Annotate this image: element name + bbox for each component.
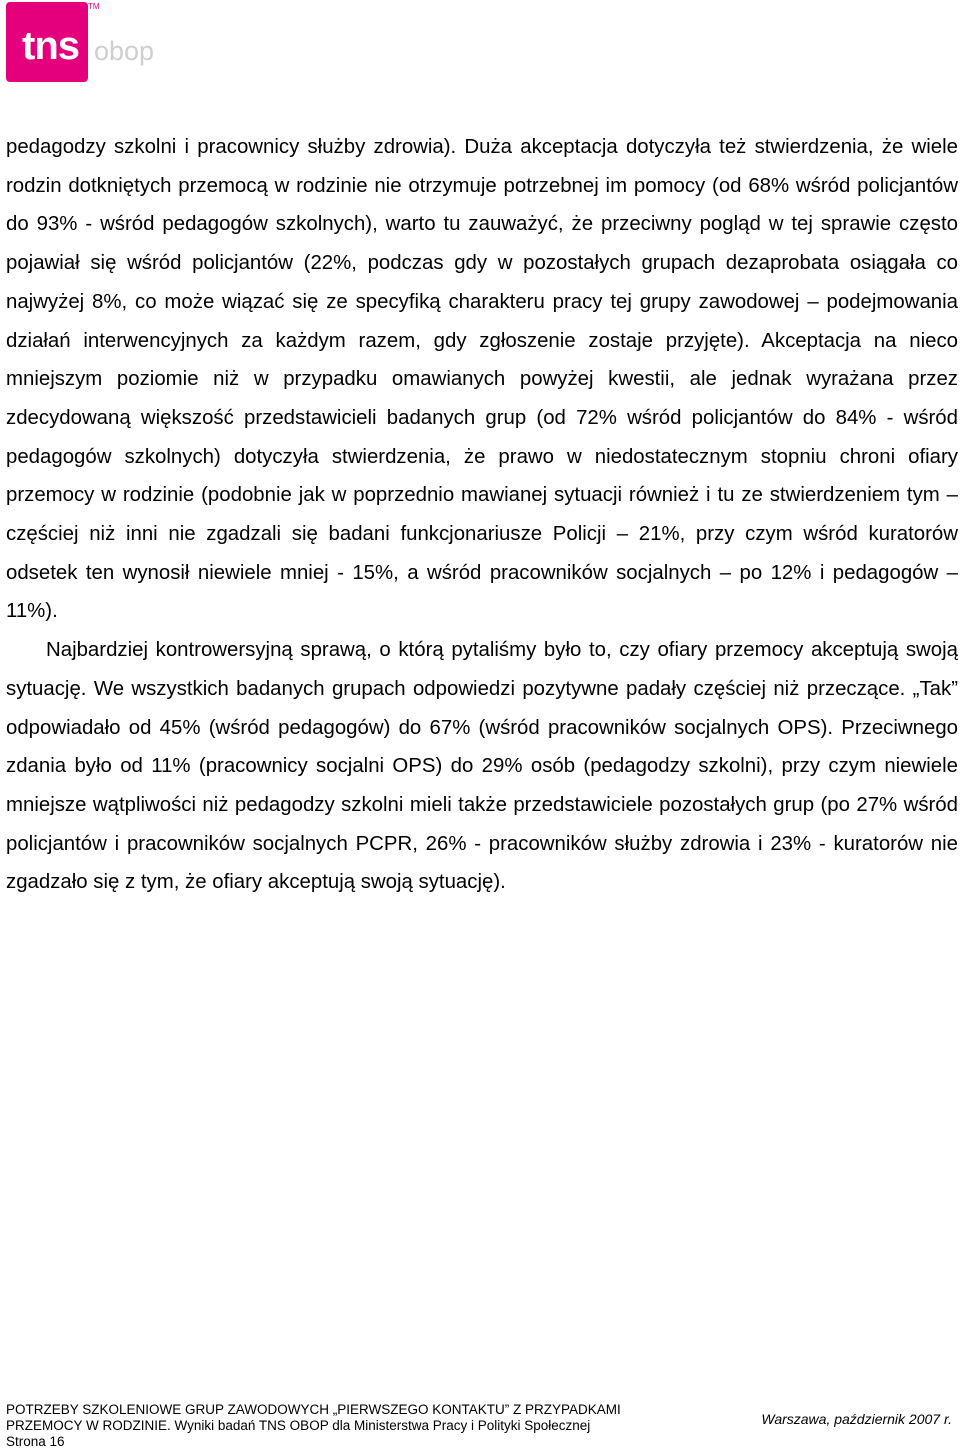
logo-suffix: obop: [94, 36, 155, 66]
footer-page-number: Strona 16: [6, 1434, 65, 1449]
logo-brand: tns: [22, 24, 79, 68]
footer-report-info: [6, 1402, 726, 1450]
logo-trademark: TM: [88, 2, 100, 11]
logo-box: [6, 2, 88, 82]
footer-title-line-2: PRZEMOCY W RODZINIE. Wyniki badań TNS OBOP dla Ministerstwa Pracy i Polityki Społecznej: [6, 1418, 591, 1433]
tns-obop-logo: [6, 2, 155, 84]
footer-date: Warszawa, październik 2007 r.: [761, 1411, 952, 1427]
document-body: [6, 128, 958, 902]
paragraph-2: Najbardziej kontrowersyjną sprawą, o którą pytaliśmy było to, czy ofiary przemocy akceptują swoją sytuację. We wszystkich badanych grupach odpowiedzi pozytywne padały częściej niż przeczące. „Tak” odpowiadało od 45% (wśród pedagogów) do 67% (wśród pracowników socjalnych OPS). Przeciwnego zdania było od 11% (pracownicy socjalni OPS) do 29% osób (pedagodzy szkolni), przy czym niewiele mniejsze wątpliwości niż pedagodzy szkolni mieli także przedstawiciele pozostałych grup (po 27% wśród policjantów i pracowników socjalnych PCPR, 26% - pracowników służby zdrowia i 23% - kuratorów nie zgadzało się z tym, że ofiary akceptują swoją sytuację).: [6, 639, 958, 894]
footer-title-line-1: POTRZEBY SZKOLENIOWE GRUP ZAWODOWYCH „PIERWSZEGO KONTAKTU” Z PRZYPADKAMI: [6, 1402, 621, 1417]
paragraph-1: pedagodzy szkolni i pracownicy służby zdrowia). Duża akceptacja dotyczyła też stwierdzenia, że wiele rodzin dotkniętych przemocą w rodzinie nie otrzymuje potrzebnej im pomocy (od 68% wśród policjantów do 93% - wśród pedagogów szkolnych), warto tu zauważyć, że przeciwny pogląd w tej sprawie często pojawiał się wśród policjantów (22%, podczas gdy w pozostałych grupach dezaprobata osiągała co najwyżej 8%, co może wiązać się ze specyfiką charakteru pracy tej grupy zawodowej – podejmowania działań interwencyjnych za każdym razem, gdy zgłoszenie zostaje przyjęte). Akceptacja na nieco mniejszym poziomie niż w przypadku omawianych powyżej kwestii, ale jednak wyrażana przez zdecydowaną większość przedstawicieli badanych grup (od 72% wśród policjantów do 84% - wśród pedagogów szkolnych) dotyczyła stwierdzenia, że prawo w niedostatecznym stopniu chroni ofiary przemocy w rodzinie (podobnie jak w poprzednio mawianej sytuacji również i tu ze stwierdzeniem tym – częściej niż inni nie zgadzali się badani funkcjonariusze Policji – 21%, przy czym wśród kuratorów odsetek ten wynosił niewiele mniej - 15%, a wśród pracowników socjalnych – po 12% i pedagogów – 11%).: [6, 136, 958, 623]
